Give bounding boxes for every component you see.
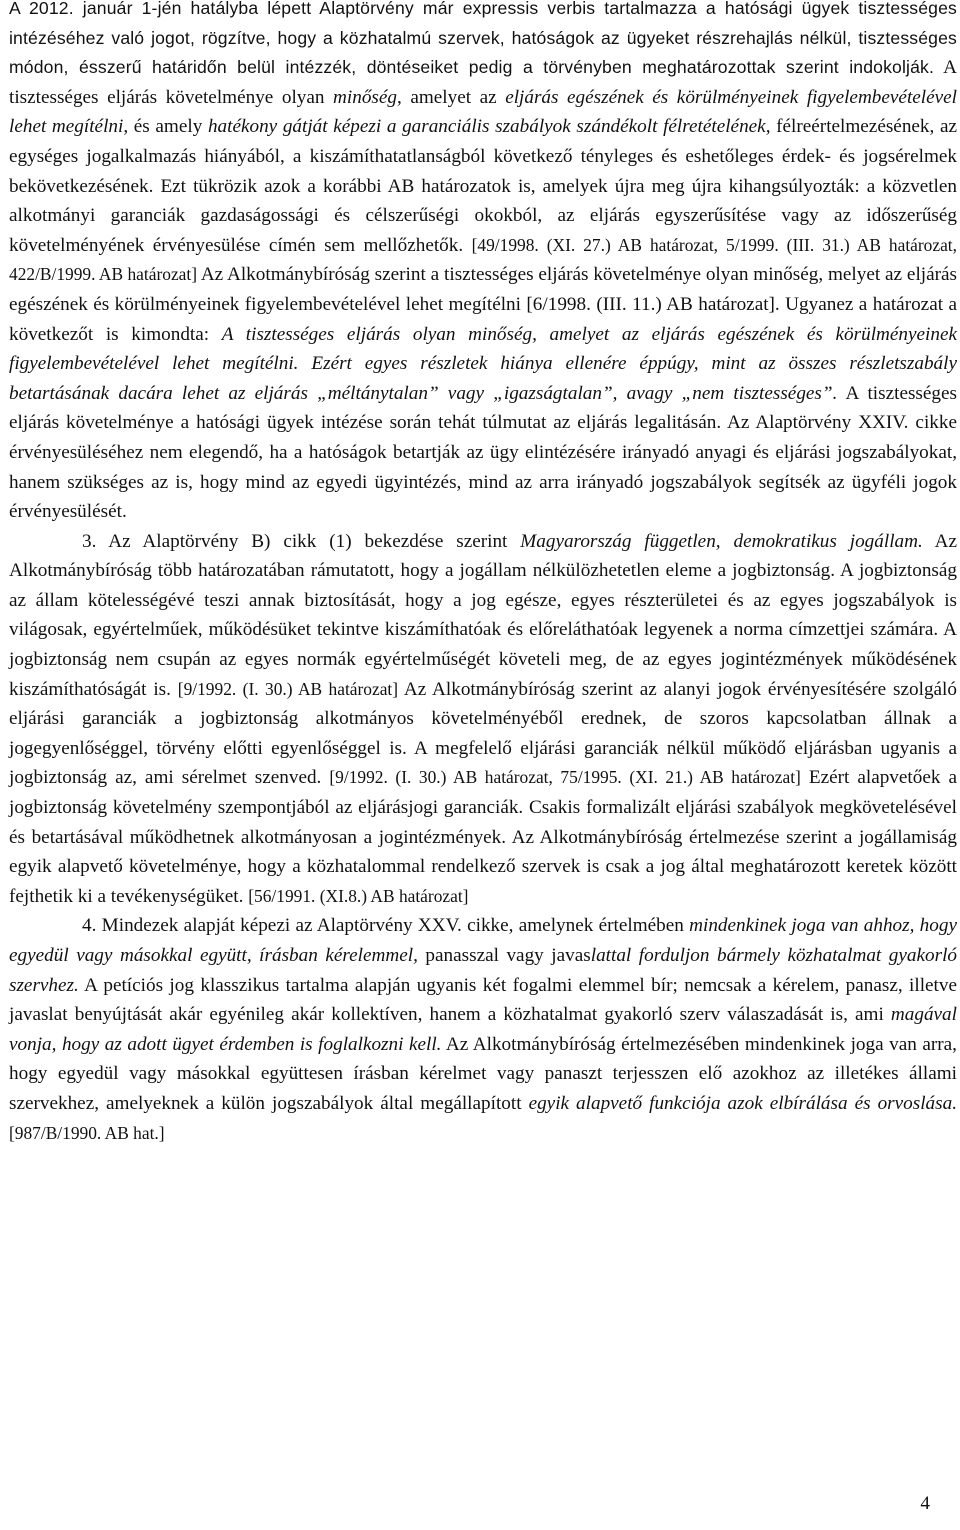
paragraph-3 (9, 527, 957, 912)
paragraph-continuation (9, 0, 957, 527)
citation: [49/1998. (XI. 27.) AB határozat, 5/1999. (III. 31.) AB határozat, 422/B/1999. AB határozat] (9, 234, 957, 285)
text-run-italic: lattal forduljon bármely közhatalmat gyakorló szervhez. (9, 945, 957, 996)
citation: [987/B/1990. AB hat.] (9, 1122, 165, 1143)
text-run: , amelyet az (396, 86, 506, 108)
text-run: A tisztességes eljárás követelménye olyan (9, 57, 957, 108)
text-run-serif (9, 57, 957, 522)
page-number: 4 (920, 1493, 930, 1514)
text-run-italic: Magyarország független, demokratikus jogállam. (520, 530, 923, 552)
document-body (9, 0, 957, 1148)
text-run: 4. Mindezek alapját képezi az Alaptörvény XXV. cikke, amelynek értelmében (82, 915, 690, 937)
text-run: félreértelmezésének, az egységes jogalkalmazás hiányából, a kiszámíthatatlanságból következő tényleges és eshetőleges érdek- és jogsérelmek bekövetkezésének. Ezt tükrözik azok a korábbi AB határozatok is, amelyek újra meg újra kihangsúlyozták: a közvetlen alkotmányi garanciák gazdaságossági és célszerűségi okokból, az eljárás egyszerűsítése vagy az időszerűség követelményének érvényesülése címén sem mellőzhetők. (9, 116, 957, 256)
text-run-italic: minőség (333, 86, 397, 108)
text-run-italic: A tisztességes eljárás olyan minőség, amelyet az eljárás egészének és körülményeinek figyelembevételével lehet megítélni. Ezért egyes részletek hiánya ellenére éppúgy, mint az összes részletszabály betartásának dacára lehet az eljárás „méltánytalan” vagy „igazságtalan”, avagy „nem tisztességes”. (9, 323, 957, 404)
text-run: A 2012. január 1-jén hatályba lépett Alaptörvény már expressis verbis tartalmazza a hatósági ügyek tisztességes intézéséhez való jogot, rögzítve, hogy a közhatalmú szervek, hatóságok az ügyeket részrehajlás nélkül, tisztességes módon, ésszerű határidőn belül intézzék, döntéseiket pedig a törvényben meghatározottak szerint indokolják. (9, 0, 957, 78)
text-run: Az Alkotmánybíróság szerint a tisztességes eljárás követelménye olyan minőség, melyet az eljárás egészének és körülményeinek figyelembevételével lehet megítélni [6/1998. (III. 11.) AB határozat]. Ugyanez a határozat a következőt is kimondta: (9, 264, 958, 345)
text-run-italic: mindenkinek joga van ahhoz, hogy egyedül vagy másokkal együtt, írásban kérelemmel, (9, 915, 957, 966)
text-run: A petíciós jog klasszikus tartalma alapján ugyanis két fogalmi elemmel bír; nemcsak a kérelem, panasz, illetve javaslat benyújtását akár egyénileg akár kollektíven, hanem a közhatalmat gyakorló szerv válaszadását is, ami (9, 974, 957, 1026)
text-run-italic: egyik alapvető funkciója azok elbírálása és orvoslása. (528, 1092, 957, 1114)
citation: [56/1991. (XI.8.) AB határozat] (248, 885, 469, 906)
text-run: Az Alkotmánybíróság értelmezésében mindenkinek joga van arra, hogy egyedül vagy másokkal együttesen írásban kérelmet vagy panaszt terjesszen elő azokhoz az illetékes állami szervekhez, amelyeknek a külön jogszabályok által megállapított (9, 1033, 957, 1114)
text-run: Ezért alapvetőek a jogbiztonság követelmény szempontjából az eljárásjogi garanciák. Csakis formalizált eljárási szabályok megkövetelésével és betartásával működhetnek alkotmányosan a jogintézmények. Az Alkotmánybíróság értelmezése szerint a jogállamiság egyik alapvető követelménye, hogy a közhatalommal rendelkező szervek is csak a jog által meghatározott keretek között fejthetik ki a tevékenységüket. (9, 767, 957, 907)
text-run: Az Alkotmánybíróság több határozatában rámutatott, hogy a jogállam nélkülözhetetlen eleme a jogbiztonság. A jogbiztonság az állam kötelességévé teszi annak biztosítását, hogy a jog egésze, egyes részterületei és az egyes jogszabályok is világosak, egyértelműek, működésüket tekintve kiszámíthatóak és előreláthatóak legyenek a norma címzettjei számára. A jogbiztonság nem csupán az egyes normák egyértelműségét követeli meg, de az egyes jogintézmények működésének kiszámíthatóságát is. (9, 530, 957, 700)
text-run: 3. Az Alaptörvény B) cikk (1) bekezdése szerint (82, 530, 521, 552)
text-run: A tisztességes eljárás követelménye a hatósági ügyek intézése során tehát túlmutat az eljárás legalitásán. Az Alaptörvény XXIV. cikke érvényesüléséhez nem elegendő, ha a hatóságok betartják az ügy elintézésére irányadó anyagi és eljárási jogszabályokat, hanem szükséges az is, hogy mind az egyedi ügyintézés, mind az arra irányadó jogszabályok segítsék az ügyféli jogok érvényesülését. (9, 382, 957, 523)
paragraph-4 (9, 911, 957, 1148)
text-run: Az Alkotmánybíróság szerint az alanyi jogok érvényesítésére szolgáló eljárási garanciák a jogbiztonság alkotmányos követelményéből erednek, de szoros kapcsolatban állnak a jogegyenlőséggel, törvény előtti egyenlőséggel is. A megfelelő eljárási garanciák nélkül működő eljárásban ugyanis a jogbiztonság az, ami sérelmet szenved. (9, 678, 957, 789)
text-run-italic: eljárás egészének és körülményeinek figyelembevételével lehet megítélni (9, 86, 958, 138)
text-run: panasszal vagy javas (417, 945, 591, 966)
text-run-italic: hatékony gátját képezi a garanciális szabályok szándékolt félretételének, (207, 116, 771, 138)
citation: [9/1992. (I. 30.) AB határozat] (177, 678, 399, 699)
citation: [9/1992. (I. 30.) AB határozat, 75/1995. (XI. 21.) AB határozat] (329, 767, 801, 788)
text-run: , és amely (123, 116, 208, 138)
text-run-italic: magával vonja, hogy az adott ügyet érdemben is foglalkozni kell. (9, 1004, 957, 1055)
